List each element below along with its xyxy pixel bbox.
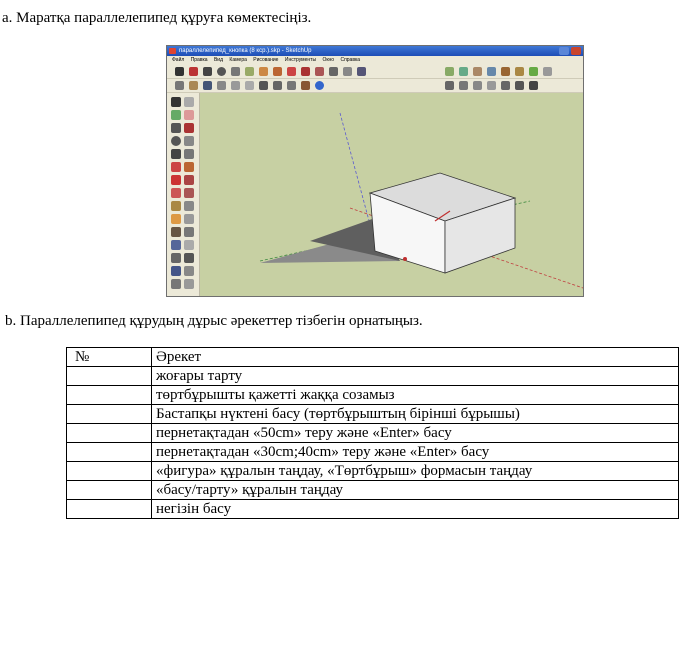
menu-item-edit[interactable]: Правка bbox=[190, 57, 208, 63]
eraser-icon[interactable] bbox=[184, 110, 194, 120]
row-action-cell: пернетақтадан «30cm;40cm» теру және «Enter» басу bbox=[152, 443, 679, 462]
orbit-icon[interactable] bbox=[171, 240, 181, 250]
print-icon[interactable] bbox=[301, 81, 310, 90]
push-pull-icon[interactable] bbox=[184, 162, 194, 172]
delete-icon[interactable] bbox=[259, 81, 268, 90]
inference-point bbox=[403, 257, 407, 261]
walk-icon[interactable] bbox=[473, 67, 482, 76]
paint-tool-icon[interactable] bbox=[259, 67, 268, 76]
open-file-icon[interactable] bbox=[189, 81, 198, 90]
toolbar-views bbox=[167, 79, 583, 93]
row-action-cell: «фигура» құралын таңдау, «Төртбұрыш» формасын таңдау bbox=[152, 462, 679, 481]
protractor-icon[interactable] bbox=[171, 214, 181, 224]
table-header-row bbox=[67, 348, 679, 367]
pencil-tool-icon[interactable] bbox=[189, 67, 198, 76]
camera-view-icon[interactable] bbox=[445, 67, 454, 76]
left-view-icon[interactable] bbox=[515, 81, 524, 90]
select-tool-icon[interactable] bbox=[175, 67, 184, 76]
components-icon[interactable] bbox=[515, 67, 524, 76]
row-number-cell[interactable] bbox=[67, 500, 152, 519]
bottom-view-icon[interactable] bbox=[529, 81, 538, 90]
sketchup-screenshot bbox=[166, 45, 584, 297]
menu-item-window[interactable]: Окно bbox=[322, 57, 335, 63]
redo-icon[interactable] bbox=[287, 81, 296, 90]
axes-icon[interactable] bbox=[171, 227, 181, 237]
make-component-icon[interactable] bbox=[184, 97, 194, 107]
toolbar-main bbox=[167, 65, 583, 79]
question-a: a. Маратқа параллелепипед құруға көмектесіңіз. bbox=[2, 10, 312, 26]
table-row bbox=[67, 405, 679, 424]
row-action-cell: жоғары тарту bbox=[152, 367, 679, 386]
table-row bbox=[67, 462, 679, 481]
rectangle-tool-icon[interactable] bbox=[203, 67, 212, 76]
zoom-extents-icon[interactable] bbox=[357, 67, 366, 76]
paste-icon[interactable] bbox=[245, 81, 254, 90]
menu-item-camera[interactable]: Камера bbox=[229, 57, 247, 63]
row-number-cell[interactable] bbox=[67, 462, 152, 481]
model-info-icon[interactable] bbox=[315, 81, 324, 90]
row-action-cell: төртбұрышты қажетті жаққа созамыз bbox=[152, 386, 679, 405]
circle-icon[interactable] bbox=[171, 136, 181, 146]
dimension-icon[interactable] bbox=[184, 201, 194, 211]
table-row bbox=[67, 424, 679, 443]
row-action-cell: «басу/тарту» құралын таңдау bbox=[152, 481, 679, 500]
back-view-icon[interactable] bbox=[501, 81, 510, 90]
follow-me-icon[interactable] bbox=[184, 175, 194, 185]
menu-item-file[interactable]: Файл bbox=[172, 57, 185, 63]
zoom-icon[interactable] bbox=[171, 253, 181, 263]
menu-item-help[interactable]: Справка bbox=[340, 57, 361, 63]
zoom-extents-side-icon[interactable] bbox=[171, 266, 181, 276]
select-icon[interactable] bbox=[171, 97, 181, 107]
table-row bbox=[67, 386, 679, 405]
eraser-tool-icon[interactable] bbox=[245, 67, 254, 76]
modeling-viewport[interactable] bbox=[200, 93, 583, 296]
zoom-tool-icon[interactable] bbox=[343, 67, 352, 76]
scale-icon[interactable] bbox=[171, 188, 181, 198]
row-action-cell: негізін басу bbox=[152, 500, 679, 519]
freehand-icon[interactable] bbox=[184, 149, 194, 159]
move-tool-icon[interactable] bbox=[287, 67, 296, 76]
move-icon[interactable] bbox=[171, 162, 181, 172]
push-pull-tool-icon[interactable] bbox=[273, 67, 282, 76]
app-icon bbox=[169, 48, 176, 54]
row-number-cell[interactable] bbox=[67, 405, 152, 424]
question-b: b. Параллелепипед құрудың дұрыс әрекеттер тізбегін орнатыңыз. bbox=[5, 313, 423, 329]
menu-item-tools[interactable]: Инструменты bbox=[284, 57, 317, 63]
arc-tool-icon[interactable] bbox=[231, 67, 240, 76]
zoom-window-icon[interactable] bbox=[184, 253, 194, 263]
front-view-icon[interactable] bbox=[473, 81, 482, 90]
look-around-side-icon[interactable] bbox=[184, 279, 194, 289]
rotate-tool-icon[interactable] bbox=[301, 67, 310, 76]
table-row bbox=[67, 443, 679, 462]
pan-icon[interactable] bbox=[184, 240, 194, 250]
iso-view-icon[interactable] bbox=[445, 81, 454, 90]
arc-icon[interactable] bbox=[184, 136, 194, 146]
header-action: Әрекет bbox=[152, 348, 679, 367]
row-number-cell[interactable] bbox=[67, 443, 152, 462]
table-row bbox=[67, 481, 679, 500]
offset-icon[interactable] bbox=[184, 188, 194, 198]
materials-icon[interactable] bbox=[529, 67, 538, 76]
walk-side-icon[interactable] bbox=[171, 279, 181, 289]
cut-icon[interactable] bbox=[217, 81, 226, 90]
window-title: параллелепипед_кнопка (8 кср.).skp - SketchUp bbox=[179, 48, 312, 54]
rotate-icon[interactable] bbox=[171, 175, 181, 185]
row-action-cell: Бастапқы нүктені басу (төртбұрыштың бірінші бұрышы) bbox=[152, 405, 679, 424]
section-plane-icon[interactable] bbox=[501, 67, 510, 76]
row-number-cell[interactable] bbox=[67, 481, 152, 500]
minimize-icon[interactable] bbox=[559, 47, 569, 55]
table-row bbox=[67, 367, 679, 386]
undo-icon[interactable] bbox=[273, 81, 282, 90]
header-number: № bbox=[67, 348, 152, 367]
circle-tool-icon[interactable] bbox=[217, 67, 226, 76]
rectangle-icon[interactable] bbox=[171, 123, 181, 133]
table-row bbox=[67, 500, 679, 519]
menu-item-view[interactable]: Вид bbox=[213, 57, 224, 63]
copy-icon[interactable] bbox=[231, 81, 240, 90]
right-view-icon[interactable] bbox=[487, 81, 496, 90]
menu-item-draw[interactable]: Рисование bbox=[253, 57, 279, 63]
position-camera-icon[interactable] bbox=[459, 67, 468, 76]
offset-tool-icon[interactable] bbox=[315, 67, 324, 76]
close-icon[interactable] bbox=[571, 47, 581, 55]
save-file-icon[interactable] bbox=[203, 81, 212, 90]
tool-palette bbox=[167, 93, 200, 296]
row-number-cell[interactable] bbox=[67, 386, 152, 405]
menu-bar bbox=[167, 56, 583, 65]
look-around-icon[interactable] bbox=[487, 67, 496, 76]
row-number-cell[interactable] bbox=[67, 424, 152, 443]
line-icon[interactable] bbox=[184, 123, 194, 133]
window-title-bar bbox=[167, 46, 583, 56]
row-action-cell: пернетақтадан «50cm» теру және «Enter» басу bbox=[152, 424, 679, 443]
orbit-tool-icon[interactable] bbox=[329, 67, 338, 76]
paint-bucket-icon[interactable] bbox=[171, 110, 181, 120]
layers-icon[interactable] bbox=[543, 67, 552, 76]
polygon-icon[interactable] bbox=[171, 149, 181, 159]
top-view-icon[interactable] bbox=[459, 81, 468, 90]
new-file-icon[interactable] bbox=[175, 81, 184, 90]
tape-measure-icon[interactable] bbox=[171, 201, 181, 211]
3d-text-icon[interactable] bbox=[184, 227, 194, 237]
actions-table bbox=[66, 347, 679, 519]
row-number-cell[interactable] bbox=[67, 367, 152, 386]
previous-view-icon[interactable] bbox=[184, 266, 194, 276]
text-icon[interactable] bbox=[184, 214, 194, 224]
